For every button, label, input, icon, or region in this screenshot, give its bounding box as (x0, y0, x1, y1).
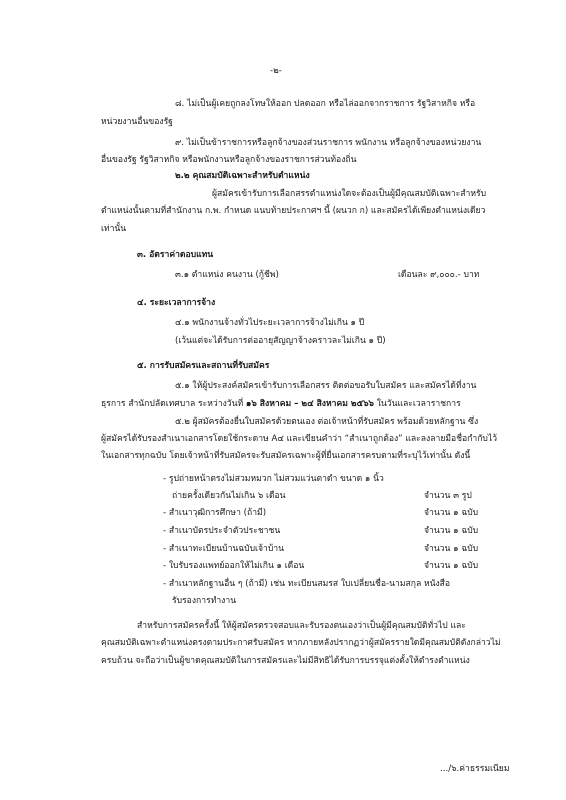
list-item: - สำเนาบัตรประจำตัวประชาชน (163, 526, 281, 536)
section-4-heading: ๔. ระยะเวลาการจ้าง (137, 298, 216, 308)
section-5-1-line-1: ๕.๑ ให้ผู้ประสงค์สมัครเข้ารับการเลือกสรร ติดต่อขอรับใบสมัคร และสมัครได้ที่งาน (175, 381, 477, 391)
section-5-1-line-2: ธุรการ สำนักปลัดเทศบาล ระหว่างวันที่ ๑๖ สิงหาคม – ๒๔ สิงหาคม ๒๕๖๖ ในวันและเวลาราชการ (101, 399, 461, 409)
list-item-quantity: จำนวน ๑ ฉบับ (424, 526, 479, 536)
list-item-continuation: รับรองการทำงาน (172, 596, 237, 606)
list-item-continuation: ถ่ายครั้งเดียวกันไม่เกิน ๖ เดือน (172, 491, 286, 501)
item-9-line-2: อื่นของรัฐ รัฐวิสาหกิจ หรือพนักงานหรือลูกจ้างของราชการส่วนท้องถิ่น (101, 155, 357, 165)
list-item: - รูปถ่ายหน้าตรงไม่สวมหมวก ไม่สวมแว่นตาดำ ขนาด ๑ นิ้ว (163, 474, 384, 484)
page-number: -๒- (270, 66, 282, 76)
item-8-line-2: หน่วยงานอื่นของรัฐ (101, 117, 173, 127)
section-2-2-heading: ๒.๒ คุณสมบัติเฉพาะสำหรับตำแหน่ง (175, 171, 310, 181)
continue-note: .../๖.ค่าธรรมเนียม (440, 764, 510, 774)
list-item-quantity: จำนวน ๓ รูป (424, 491, 472, 501)
section-2-2-line-2: ตำแหน่งนั้นตามที่สำนักงาน ก.พ. กำหนด แนบท้ายประกาศฯ นี้ (ผนวก ก) และสมัครได้เพียงตำแหน่งเดียว (101, 206, 486, 216)
item-8-line-1: ๘. ไม่เป็นผู้เคยถูกลงโทษให้ออก ปลดออก หรือไล่ออกจากราชการ รัฐวิสาหกิจ หรือ (175, 99, 476, 109)
section-3-item: ๓.๑ ตำแหน่ง คนงาน (กู้ชีพ) (175, 270, 279, 280)
list-item: - สำเนาทะเบียนบ้านฉบับเจ้าบ้าน (163, 544, 284, 554)
application-period: ๑๖ สิงหาคม – ๒๔ สิงหาคม ๒๕๖๖ (245, 399, 374, 409)
list-item: - สำเนาวุฒิการศึกษา (ถ้ามี) (163, 508, 267, 518)
section-3-heading: ๓. อัตราค่าตอบแทน (137, 250, 214, 260)
list-item: - สำเนาหลักฐานอื่น ๆ (ถ้ามี) เช่น ทะเบียนสมรส ใบเปลี่ยนชื่อ-นามสกุล หนังสือ (163, 579, 451, 589)
section-5-2-line-1: ๕.๒ ผู้สมัครต้องยื่นใบสมัครด้วยตนเอง ต่อเจ้าหน้าที่รับสมัคร พร้อมด้วยหลักฐาน ซึ่ง (175, 417, 479, 427)
section-4-line-1: ๔.๑ พนักงานจ้างทั่วไประยะเวลาการจ้างไม่เกิน ๑ ปี (175, 318, 365, 328)
list-item-quantity: จำนวน ๑ ฉบับ (424, 508, 479, 518)
item-9-line-1: ๙. ไม่เป็นข้าราชการหรือลูกจ้างของส่วนราชการ พนักงาน หรือลูกจ้างของหน่วยงาน (175, 138, 482, 148)
section-2-2-line-1: ผู้สมัครเข้ารับการเลือกสรรตำแหน่งใดจะต้องเป็นผู้มีคุณสมบัติเฉพาะสำหรับ (212, 189, 487, 199)
section-4-line-2: (เว้นแต่จะได้รับการต่ออายุสัญญาจ้างคราวละไม่เกิน ๑ ปี) (175, 336, 386, 346)
closing-line-2: คุณสมบัติเฉพาะตำแหน่งตรงตามประกาศรับสมัคร หากภายหลังปรากฏว่าผู้สมัครรายใดมีคุณสมบัติดังกล่าวไม่ (101, 638, 501, 648)
list-item-quantity: จำนวน ๑ ฉบับ (424, 561, 479, 571)
list-item-quantity: จำนวน ๑ ฉบับ (424, 544, 479, 554)
section-5-2-line-2: ผู้สมัครได้รับรองสำเนาเอกสารโดยใช้กระดาษ A๔ และเขียนคำว่า “สำเนาถูกต้อง” และลงลายมือชื่อกำกับไว้ (101, 434, 498, 444)
closing-line-3: ครบถ้วน จะถือว่าเป็นผู้ขาดคุณสมบัติในการสมัครและไม่มีสิทธิได้รับการบรรจุแต่งตั้งให้ดำรงตำแหน่ง (101, 656, 470, 666)
section-3-salary: เดือนละ ๙,๐๐๐.- บาท (398, 270, 480, 280)
section-5-2-line-3: ในเอกสารทุกฉบับ โดยเจ้าหน้าที่รับสมัครจะรับสมัครเฉพาะผู้ที่ยื่นเอกสารครบตามที่ระบุไว้เท่านั้น ดังนี้ (101, 451, 471, 461)
section-5-heading: ๕. การรับสมัครและสถานที่รับสมัคร (137, 361, 270, 371)
section-2-2-line-3: เท่านั้น (101, 224, 127, 234)
list-item: - ใบรับรองแพทย์ออกให้ไม่เกิน ๑ เดือน (163, 561, 305, 571)
closing-line-1: สำหรับการสมัครครั้งนี้ ให้ผู้สมัครตรวจสอบและรับรองตนเองว่าเป็นผู้มีคุณสมบัติทั่วไป และ (137, 621, 466, 631)
